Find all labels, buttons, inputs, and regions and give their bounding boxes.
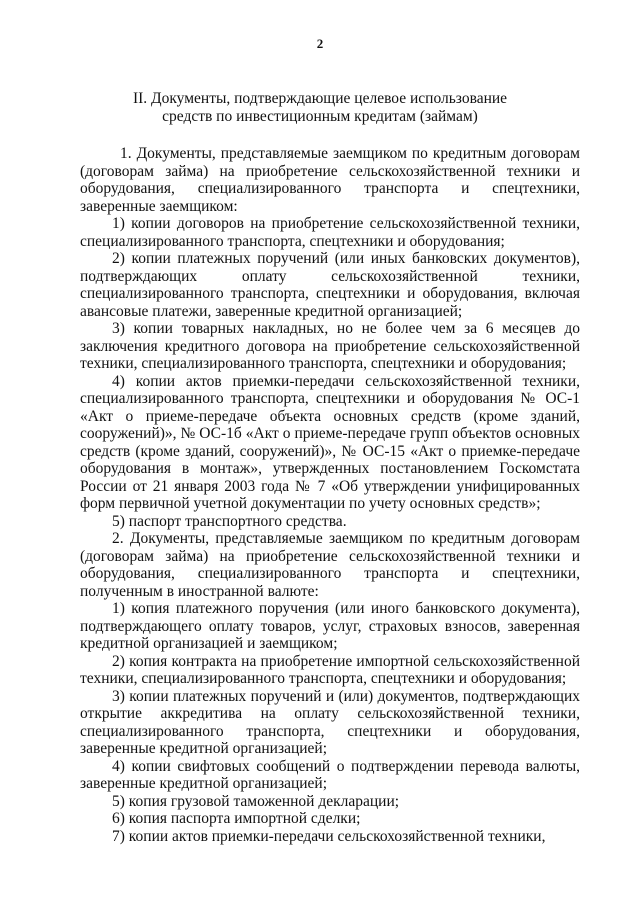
section-heading-line-2: средств по инвестиционным кредитам (займам) [162,108,478,125]
paragraph-1-item-3: 3) копии товарных накладных, но не более чем за 6 месяцев до заключения кредитного договора на приобретение сельскохозяйственной техники, специализированного транспорта, спецтехники и оборудования; [80,320,580,372]
paragraph-2-item-5: 5) копия грузовой таможенной декларации; [112,792,400,810]
paragraph-1-item-1: 1) копии договоров на приобретение сельскохозяйственной техники, специализированного транспорта, спецтехники и оборудования; [80,215,580,250]
paragraph-2-item-3: 3) копии платежных поручений и (или) документов, подтверждающих открытие аккредитива на оплату сельскохозяйственной техники, специализированного транспорта, спецтехники и оборудования, заверенные кредитной организацией; [80,687,580,757]
paragraph-1-item-2: 2) копии платежных поручений (или иных банковских документов), подтверждающих оплату сельскохозяйственной техники, специализированного транспорта, спецтехники и оборудования, включая авансовые платежи, заверенные кредитной организацией; [80,250,580,320]
paragraph-1-item-5: 5) паспорт транспортного средства. [112,512,347,530]
page-number: 2 [316,36,324,51]
paragraph-2-item-4: 4) копии свифтовых сообщений о подтверждении перевода валюты, заверенные кредитной организацией; [80,757,580,792]
paragraph-2-item-1: 1) копия платежного поручения (или иного банковского документа), подтверждающего оплату товаров, услуг, страховых взносов, заверенная кредитной организацией и заемщиком; [80,600,580,652]
document-body [80,145,580,845]
paragraph-2-item-6: 6) копия паспорта импортной сделки; [112,810,361,827]
paragraph-1-item-4: 4) копии актов приемки-передачи сельскохозяйственной техники, специализированного транспорта, спецтехники и оборудования № ОС-1 «Акт о приеме-передаче объекта основных средств (кроме зданий, сооружений)», № ОС-1б «Акт о приеме-передаче групп объектов основных средств (кроме зданий, сооружений)», № ОС-15 «Акт о приемке-передаче оборудования в монтаж», утвержденных постановлением Госкомстата России от 21 января 2003 года № 7 «Об утверждении унифицированных форм первичной учетной документации по учету основных средств»; [80,372,580,512]
paragraph-2: 2. Документы, представляемые заемщиком по кредитным договорам (договорам займа) на приобретение сельскохозяйственной техники и оборудования, специализированного транспорта и спецтехники, полученным в иностранной валюте: [80,530,580,600]
paragraph-1: 1. Документы, представляемые заемщиком по кредитным договорам (договорам займа) на приобретение сельскохозяйственной техники и оборудования, специализированного транспорта и спецтехники, заверенные заемщиком: [80,145,580,215]
section-heading [0,90,640,126]
paragraph-2-item-7: 7) копии актов приемки-передачи сельскохозяйственной техники, [112,827,546,845]
paragraph-2-item-2: 2) копия контракта на приобретение импортной сельскохозяйственной техники, специализированного транспорта, спецтехники и оборудования; [80,652,580,687]
section-heading-line-1: II. Документы, подтверждающие целевое использование [132,90,508,107]
